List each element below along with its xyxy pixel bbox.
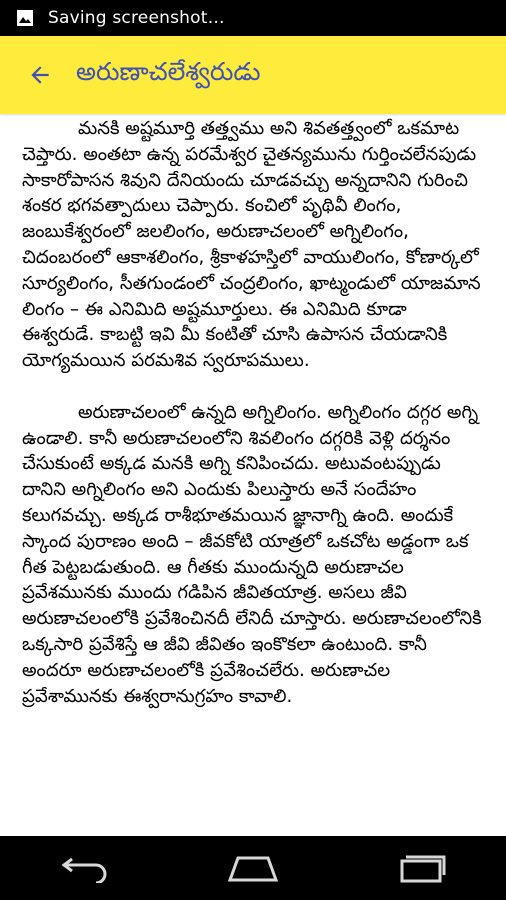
page-title: అరుణాచలేశ్వరుడు <box>76 57 261 86</box>
back-button[interactable] <box>20 55 60 95</box>
nav-home-button[interactable] <box>223 848 283 888</box>
article-content[interactable] <box>0 114 506 836</box>
nav-back-button[interactable] <box>54 848 114 888</box>
status-bar <box>0 0 506 36</box>
nav-recents-button[interactable] <box>392 848 452 888</box>
arrow-back-icon <box>27 62 53 88</box>
app-bar <box>0 36 506 114</box>
article-paragraph: మనకి అష్టమూర్తి తత్త్వము అని శివతత్త్వంలో ఒకమాట చెప్తారు. అంతటా ఉన్న పరమేశ్వర చైతన్యమును గుర్తించలేనపుడు సాకారోపాసన శివుని దేనియందు చూడవచ్చు అన్నదానిని గురించి శంకర భగవత్పాదులు చెప్పారు. కంచిలో పృథివీ లింగం, జంబుకేశ్వరంలో జలలింగం, అరుణాచలంలో అగ్నిలింగం, చిదంబరంలో ఆకాశలింగం, శ్రీకాళహస్తిలో వాయులింగం, కోణార్కలో సూర్యలింగం, సీతగుండంలో చంద్రలింగం, ఖాట్మండులో యాజమాన లింగం – ఈ ఎనిమిది అష్టమూర్తులు. ఈ ఎనిమిది కూడా ఈశ్వరుడే. కాబట్టి ఇవి మీ కంటితో చూసి ఉపాసన చేయడానికి యోగ్యమయిన పరమశివ స్వరూపములు. <box>22 118 481 372</box>
status-notification-text: Saving screenshot… <box>48 8 225 28</box>
nav-recents-icon <box>396 853 448 883</box>
nav-back-icon <box>58 853 110 883</box>
nav-home-icon <box>226 854 280 882</box>
article-paragraph: అరుణాచలంలో ఉన్నది అగ్నిలింగం. అగ్నిలింగం దగ్గర అగ్ని ఉండాలి. కానీ అరుణాచలంలోని శివలింగం దగ్గరికి వెళ్లి దర్శనం చేసుకుంటే అక్కడ మనకి అగ్ని కనిపించదు. అటువంటప్పుడు దానిని అగ్నిలింగం అని ఎందుకు పిలుస్తారు అనే సందేహం కలుగవచ్చు. అక్కడ రాశీభూతమయిన జ్ఞానాగ్ని ఉంది. అందుకే స్కాంద పురాణం అంది – జీవకోటి యాత్రలో ఒకచోట అడ్డంగా ఒక గీత పెట్టబడుతుంది. ఆ గీతకు ముందున్నది అరుణాచల ప్రవేశమునకు ముందు గడిపిన జీవితయాత్ర. అసలు జీవి అరుణాచలంలోకి ప్రవేశించినదీ లేనిదీ చూస్తారు. అరుణాచలంలోనికి ఒక్కసారి ప్రవేశిస్తే ఆ జీవి జీవితం ఇంకొకలా ఉంటుంది. కానీ అందరూ అరుణాచలంలోకి ప్రవేశించలేరు. అరుణాచల ప్రవేశామునకు ఈశ్వరానుగ్రహం కావాలి. <box>22 401 482 707</box>
image-icon <box>16 9 34 27</box>
system-nav-bar <box>0 836 506 900</box>
